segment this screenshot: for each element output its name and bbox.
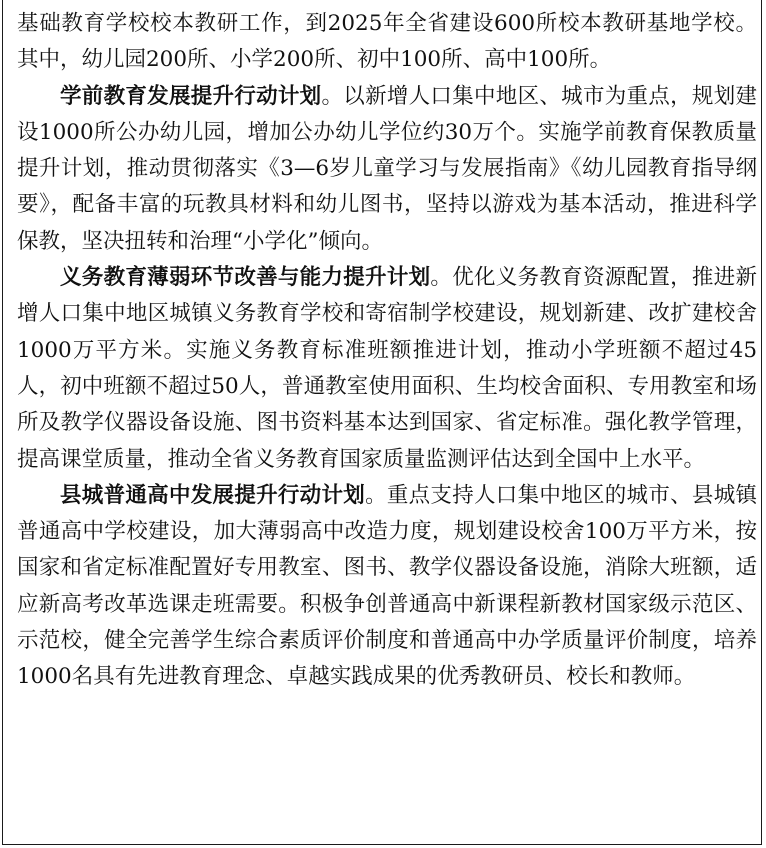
heading-compulsory: 义务教育薄弱环节改善与能力提升计划	[60, 265, 431, 291]
paragraph-intro-text: 基础教育学校校本教研工作，到2025年全省建设600所校本教研基地学校。其中，幼儿园200所、小学200所、初中100所、高中100所。	[17, 11, 757, 73]
document-frame	[2, 0, 762, 845]
document-body	[17, 6, 757, 696]
paragraph-preschool-text: 。以新增人口集中地区、城市为重点，规划建设1000所公办幼儿园，增加公办幼儿学位约30万个。实施学前教育保教质量提升计划，推动贯彻落实《3—6岁儿童学习与发展指南》《幼儿园教育指导纲要》，配备丰富的玩教具材料和幼儿图书，坚持以游戏为基本活动，推进科学保教，坚决扭转和治理“小学化”倾向。	[17, 83, 757, 254]
paragraph-highschool-text: 。重点支持人口集中地区的城市、县城镇普通高中学校建设，加大薄弱高中改造力度，规划建设校舍100万平方米，按国家和省定标准配置好专用教室、图书、教学仪器设备设施，消除大班额，适应新高考改革选课走班需要。积极争创普通高中新课程新教材国家级示范区、示范校，健全完善学生综合素质评价制度和普通高中办学质量评价制度，培养1000名具有先进教育理念、卓越实践成果的优秀教研员、校长和教师。	[17, 482, 757, 690]
paragraph-highschool	[17, 478, 757, 696]
paragraph-preschool	[17, 79, 757, 260]
paragraph-compulsory-text: 。优化义务教育资源配置，推进新增人口集中地区城镇义务教育学校和寄宿制学校建设，规划新建、改扩建校舍1000万平方米。实施义务教育标准班额推进计划，推动小学班额不超过45人，初中班额不超过50人，普通教室使用面积、生均校舍面积、专用教室和场所及教学仪器设备设施、图书资料基本达到国家、省定标准。强化教学管理，提高课堂质量，推动全省义务教育国家质量监测评估达到全国中上水平。	[17, 265, 757, 472]
paragraph-intro	[17, 6, 757, 79]
paragraph-compulsory	[17, 260, 757, 478]
heading-highschool: 县城普通高中发展提升行动计划	[60, 482, 366, 508]
heading-preschool: 学前教育发展提升行动计划	[60, 83, 322, 109]
